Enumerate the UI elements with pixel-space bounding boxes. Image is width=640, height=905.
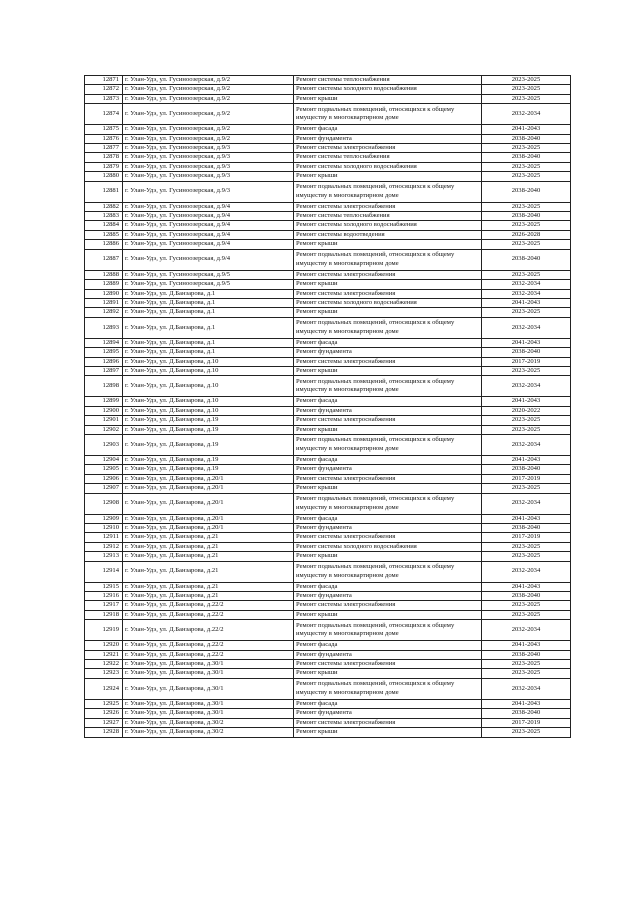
row-number-cell: 12915 [85,582,123,591]
row-number-cell: 12905 [85,465,123,474]
row-number-cell: 12916 [85,592,123,601]
work-type-cell: Ремонт крыши [294,366,482,375]
period-cell: 2038-2040 [482,465,571,474]
address-cell: г. Улан-Удэ, ул. Гусиноозерская, д.9/4 [123,202,294,211]
period-cell: 2023-2025 [482,76,571,85]
work-type-cell: Ремонт системы электроснабжения [294,144,482,153]
row-number-cell: 12887 [85,249,123,270]
period-cell: 2023-2025 [482,308,571,317]
row-number-cell: 12878 [85,153,123,162]
work-type-cell: Ремонт крыши [294,552,482,561]
row-number-cell: 12898 [85,376,123,397]
address-cell: г. Улан-Удэ, ул. Д.Банзарова, д.19 [123,425,294,434]
period-cell: 2023-2025 [482,240,571,249]
row-number-cell: 12895 [85,348,123,357]
period-cell: 2032-2034 [482,289,571,298]
period-cell: 2023-2025 [482,94,571,103]
table-row [85,76,571,85]
row-number-cell: 12879 [85,162,123,171]
table-row [85,221,571,230]
table-row [85,338,571,347]
period-cell: 2017-2019 [482,474,571,483]
address-cell: г. Улан-Удэ, ул. Гусиноозерская, д.9/2 [123,85,294,94]
row-number-cell: 12893 [85,317,123,338]
work-type-cell: Ремонт подвальных помещений, относящихся к общему имуществу в многоквартирном доме [294,249,482,270]
row-number-cell: 12922 [85,660,123,669]
work-type-cell: Ремонт системы электроснабжения [294,202,482,211]
work-type-cell: Ремонт подвальных помещений, относящихся к общему имуществу в многоквартирном доме [294,104,482,125]
table-row [85,425,571,434]
work-type-cell: Ремонт крыши [294,280,482,289]
row-number-cell: 12881 [85,181,123,202]
row-number-cell: 12897 [85,366,123,375]
period-cell: 2038-2040 [482,592,571,601]
address-cell: г. Улан-Удэ, ул. Д.Банзарова, д.1 [123,289,294,298]
row-number-cell: 12871 [85,76,123,85]
work-type-cell: Ремонт системы холодного водоснабжения [294,85,482,94]
address-cell: г. Улан-Удэ, ул. Д.Банзарова, д.21 [123,561,294,582]
row-number-cell: 12894 [85,338,123,347]
address-cell: г. Улан-Удэ, ул. Д.Банзарова, д.22/2 [123,601,294,610]
address-cell: г. Улан-Удэ, ул. Д.Банзарова, д.19 [123,416,294,425]
work-type-cell: Ремонт системы электроснабжения [294,660,482,669]
period-cell: 2020-2022 [482,406,571,415]
work-type-cell: Ремонт фасада [294,125,482,134]
table-row [85,709,571,718]
work-type-cell: Ремонт фасада [294,455,482,464]
address-cell: г. Улан-Удэ, ул. Д.Банзарова, д.19 [123,434,294,455]
table-row [85,134,571,143]
table-row [85,240,571,249]
table-row [85,524,571,533]
table-row [85,317,571,338]
table-row [85,104,571,125]
row-number-cell: 12896 [85,357,123,366]
work-type-cell: Ремонт крыши [294,610,482,619]
row-number-cell: 12903 [85,434,123,455]
table-row [85,484,571,493]
address-cell: г. Улан-Удэ, ул. Д.Банзарова, д.22/2 [123,650,294,659]
table-row [85,298,571,307]
address-cell: г. Улан-Удэ, ул. Гусиноозерская, д.9/2 [123,134,294,143]
row-number-cell: 12912 [85,542,123,551]
address-cell: г. Улан-Удэ, ул. Д.Банзарова, д.30/2 [123,728,294,737]
address-cell: г. Улан-Удэ, ул. Гусиноозерская, д.9/4 [123,230,294,239]
period-cell: 2041-2043 [482,125,571,134]
address-cell: г. Улан-Удэ, ул. Гусиноозерская, д.9/5 [123,280,294,289]
work-type-cell: Ремонт фундамента [294,465,482,474]
period-cell: 2032-2034 [482,493,571,514]
row-number-cell: 12882 [85,202,123,211]
table-row [85,561,571,582]
work-type-cell: Ремонт системы теплоснабжения [294,76,482,85]
table-row [85,85,571,94]
address-cell: г. Улан-Удэ, ул. Гусиноозерская, д.9/4 [123,249,294,270]
period-cell: 2032-2034 [482,678,571,699]
row-number-cell: 12920 [85,641,123,650]
period-cell: 2023-2025 [482,172,571,181]
work-type-cell: Ремонт системы теплоснабжения [294,153,482,162]
address-cell: г. Улан-Удэ, ул. Д.Банзарова, д.19 [123,455,294,464]
table-row [85,650,571,659]
period-cell: 2041-2043 [482,455,571,464]
table-row [85,660,571,669]
period-cell: 2041-2043 [482,298,571,307]
table-row [85,416,571,425]
row-number-cell: 12928 [85,728,123,737]
table-row [85,249,571,270]
period-cell: 2032-2034 [482,104,571,125]
period-cell: 2023-2025 [482,484,571,493]
period-cell: 2023-2025 [482,542,571,551]
work-type-cell: Ремонт фасада [294,582,482,591]
work-type-cell: Ремонт фасада [294,514,482,523]
work-type-cell: Ремонт крыши [294,484,482,493]
table-row [85,669,571,678]
work-type-cell: Ремонт подвальных помещений, относящихся к общему имуществу в многоквартирном доме [294,434,482,455]
period-cell: 2041-2043 [482,699,571,708]
period-cell: 2032-2034 [482,620,571,641]
period-cell: 2038-2040 [482,212,571,221]
table-row [85,592,571,601]
work-type-cell: Ремонт системы холодного водоснабжения [294,298,482,307]
period-cell: 2041-2043 [482,397,571,406]
period-cell: 2023-2025 [482,610,571,619]
address-cell: г. Улан-Удэ, ул. Д.Банзарова, д.1 [123,348,294,357]
address-cell: г. Улан-Удэ, ул. Гусиноозерская, д.9/5 [123,270,294,279]
row-number-cell: 12909 [85,514,123,523]
period-cell: 2026-2028 [482,230,571,239]
row-number-cell: 12874 [85,104,123,125]
work-type-cell: Ремонт подвальных помещений, относящихся к общему имуществу в многоквартирном доме [294,678,482,699]
table-row [85,357,571,366]
address-cell: г. Улан-Удэ, ул. Д.Банзарова, д.10 [123,376,294,397]
period-cell: 2017-2019 [482,357,571,366]
work-type-cell: Ремонт фундамента [294,592,482,601]
address-cell: г. Улан-Удэ, ул. Д.Банзарова, д.21 [123,542,294,551]
table-row [85,289,571,298]
row-number-cell: 12888 [85,270,123,279]
period-cell: 2041-2043 [482,514,571,523]
period-cell: 2023-2025 [482,162,571,171]
address-cell: г. Улан-Удэ, ул. Д.Банзарова, д.30/1 [123,678,294,699]
table-row [85,533,571,542]
address-cell: г. Улан-Удэ, ул. Д.Банзарова, д.20/1 [123,524,294,533]
address-cell: г. Улан-Удэ, ул. Гусиноозерская, д.9/4 [123,240,294,249]
row-number-cell: 12925 [85,699,123,708]
address-cell: г. Улан-Удэ, ул. Д.Банзарова, д.20/1 [123,474,294,483]
address-cell: г. Улан-Удэ, ул. Гусиноозерская, д.9/3 [123,153,294,162]
period-cell: 2023-2025 [482,221,571,230]
row-number-cell: 12891 [85,298,123,307]
address-cell: г. Улан-Удэ, ул. Гусиноозерская, д.9/2 [123,76,294,85]
table-row [85,144,571,153]
work-type-cell: Ремонт крыши [294,172,482,181]
document-page [84,75,570,738]
row-number-cell: 12902 [85,425,123,434]
period-cell: 2023-2025 [482,552,571,561]
period-cell: 2023-2025 [482,669,571,678]
table-row [85,514,571,523]
table-row [85,455,571,464]
work-type-cell: Ремонт фундамента [294,406,482,415]
period-cell: 2038-2040 [482,249,571,270]
row-number-cell: 12921 [85,650,123,659]
period-cell: 2023-2025 [482,601,571,610]
period-cell: 2041-2043 [482,582,571,591]
address-cell: г. Улан-Удэ, ул. Д.Банзарова, д.1 [123,308,294,317]
address-cell: г. Улан-Удэ, ул. Д.Банзарова, д.22/2 [123,641,294,650]
table-row [85,280,571,289]
work-type-cell: Ремонт крыши [294,728,482,737]
table-row [85,230,571,239]
address-cell: г. Улан-Удэ, ул. Д.Банзарова, д.20/1 [123,484,294,493]
table-row [85,125,571,134]
row-number-cell: 12880 [85,172,123,181]
work-type-cell: Ремонт системы электроснабжения [294,416,482,425]
work-type-cell: Ремонт крыши [294,669,482,678]
period-cell: 2023-2025 [482,425,571,434]
address-cell: г. Улан-Удэ, ул. Д.Банзарова, д.22/2 [123,610,294,619]
table-row [85,434,571,455]
table-row [85,542,571,551]
table-row [85,202,571,211]
period-cell: 2038-2040 [482,181,571,202]
row-number-cell: 12917 [85,601,123,610]
row-number-cell: 12926 [85,709,123,718]
table-row [85,465,571,474]
address-cell: г. Улан-Удэ, ул. Гусиноозерская, д.9/4 [123,221,294,230]
work-type-cell: Ремонт фасада [294,699,482,708]
table-row [85,94,571,103]
table-row [85,601,571,610]
table-row [85,699,571,708]
work-type-cell: Ремонт системы электроснабжения [294,474,482,483]
address-cell: г. Улан-Удэ, ул. Гусиноозерская, д.9/3 [123,144,294,153]
table-row [85,348,571,357]
period-cell: 2032-2034 [482,434,571,455]
work-type-cell: Ремонт системы электроснабжения [294,270,482,279]
row-number-cell: 12875 [85,125,123,134]
table-row [85,552,571,561]
work-type-cell: Ремонт фундамента [294,348,482,357]
work-type-cell: Ремонт подвальных помещений, относящихся к общему имуществу в многоквартирном доме [294,181,482,202]
work-type-cell: Ремонт системы электроснабжения [294,533,482,542]
row-number-cell: 12877 [85,144,123,153]
address-cell: г. Улан-Удэ, ул. Гусиноозерская, д.9/3 [123,172,294,181]
table-row [85,172,571,181]
row-number-cell: 12890 [85,289,123,298]
work-type-cell: Ремонт системы теплоснабжения [294,212,482,221]
period-cell: 2023-2025 [482,660,571,669]
row-number-cell: 12910 [85,524,123,533]
work-type-cell: Ремонт фундамента [294,709,482,718]
work-type-cell: Ремонт фасада [294,338,482,347]
row-number-cell: 12924 [85,678,123,699]
address-cell: г. Улан-Удэ, ул. Д.Банзарова, д.10 [123,406,294,415]
table-row [85,376,571,397]
address-cell: г. Улан-Удэ, ул. Д.Банзарова, д.30/1 [123,709,294,718]
repair-schedule-table [84,75,571,738]
address-cell: г. Улан-Удэ, ул. Гусиноозерская, д.9/2 [123,125,294,134]
work-type-cell: Ремонт фасада [294,641,482,650]
row-number-cell: 12899 [85,397,123,406]
table-row [85,270,571,279]
address-cell: г. Улан-Удэ, ул. Д.Банзарова, д.30/1 [123,699,294,708]
row-number-cell: 12918 [85,610,123,619]
table-body [85,76,571,738]
period-cell: 2023-2025 [482,416,571,425]
period-cell: 2023-2025 [482,85,571,94]
work-type-cell: Ремонт системы холодного водоснабжения [294,221,482,230]
work-type-cell: Ремонт подвальных помещений, относящихся к общему имуществу в многоквартирном доме [294,376,482,397]
table-row [85,162,571,171]
table-row [85,718,571,727]
period-cell: 2017-2019 [482,533,571,542]
address-cell: г. Улан-Удэ, ул. Д.Банзарова, д.19 [123,465,294,474]
work-type-cell: Ремонт системы электроснабжения [294,289,482,298]
period-cell: 2023-2025 [482,144,571,153]
table-row [85,181,571,202]
period-cell: 2038-2040 [482,524,571,533]
row-number-cell: 12919 [85,620,123,641]
work-type-cell: Ремонт системы водоотведения [294,230,482,239]
address-cell: г. Улан-Удэ, ул. Д.Банзарова, д.30/2 [123,718,294,727]
address-cell: г. Улан-Удэ, ул. Д.Банзарова, д.30/1 [123,669,294,678]
row-number-cell: 12906 [85,474,123,483]
work-type-cell: Ремонт подвальных помещений, относящихся к общему имуществу в многоквартирном доме [294,620,482,641]
table-row [85,493,571,514]
address-cell: г. Улан-Удэ, ул. Д.Банзарова, д.30/1 [123,660,294,669]
period-cell: 2038-2040 [482,134,571,143]
work-type-cell: Ремонт подвальных помещений, относящихся к общему имуществу в многоквартирном доме [294,317,482,338]
period-cell: 2023-2025 [482,202,571,211]
row-number-cell: 12907 [85,484,123,493]
row-number-cell: 12883 [85,212,123,221]
address-cell: г. Улан-Удэ, ул. Д.Банзарова, д.20/1 [123,514,294,523]
work-type-cell: Ремонт подвальных помещений, относящихся к общему имуществу в многоквартирном доме [294,493,482,514]
table-row [85,641,571,650]
row-number-cell: 12884 [85,221,123,230]
address-cell: г. Улан-Удэ, ул. Д.Банзарова, д.1 [123,298,294,307]
table-row [85,308,571,317]
work-type-cell: Ремонт фундамента [294,134,482,143]
work-type-cell: Ремонт крыши [294,308,482,317]
row-number-cell: 12900 [85,406,123,415]
table-row [85,366,571,375]
table-row [85,678,571,699]
period-cell: 2038-2040 [482,348,571,357]
table-row [85,474,571,483]
address-cell: г. Улан-Удэ, ул. Гусиноозерская, д.9/3 [123,181,294,202]
work-type-cell: Ремонт крыши [294,425,482,434]
work-type-cell: Ремонт системы холодного водоснабжения [294,542,482,551]
period-cell: 2032-2034 [482,280,571,289]
row-number-cell: 12913 [85,552,123,561]
address-cell: г. Улан-Удэ, ул. Д.Банзарова, д.21 [123,592,294,601]
address-cell: г. Улан-Удэ, ул. Д.Банзарова, д.10 [123,357,294,366]
row-number-cell: 12873 [85,94,123,103]
address-cell: г. Улан-Удэ, ул. Д.Банзарова, д.1 [123,317,294,338]
address-cell: г. Улан-Удэ, ул. Гусиноозерская, д.9/2 [123,104,294,125]
period-cell: 2038-2040 [482,650,571,659]
period-cell: 2041-2043 [482,338,571,347]
row-number-cell: 12886 [85,240,123,249]
address-cell: г. Улан-Удэ, ул. Д.Банзарова, д.21 [123,552,294,561]
period-cell: 2032-2034 [482,376,571,397]
work-type-cell: Ремонт системы электроснабжения [294,357,482,366]
row-number-cell: 12927 [85,718,123,727]
row-number-cell: 12923 [85,669,123,678]
work-type-cell: Ремонт системы холодного водоснабжения [294,162,482,171]
period-cell: 2041-2043 [482,641,571,650]
table-row [85,212,571,221]
table-row [85,728,571,737]
work-type-cell: Ремонт крыши [294,240,482,249]
work-type-cell: Ремонт фасада [294,397,482,406]
row-number-cell: 12904 [85,455,123,464]
row-number-cell: 12914 [85,561,123,582]
work-type-cell: Ремонт системы электроснабжения [294,718,482,727]
work-type-cell: Ремонт подвальных помещений, относящихся к общему имуществу в многоквартирном доме [294,561,482,582]
period-cell: 2023-2025 [482,366,571,375]
table-row [85,397,571,406]
row-number-cell: 12892 [85,308,123,317]
address-cell: г. Улан-Удэ, ул. Гусиноозерская, д.9/2 [123,94,294,103]
row-number-cell: 12908 [85,493,123,514]
row-number-cell: 12885 [85,230,123,239]
address-cell: г. Улан-Удэ, ул. Д.Банзарова, д.21 [123,533,294,542]
period-cell: 2023-2025 [482,270,571,279]
period-cell: 2038-2040 [482,153,571,162]
row-number-cell: 12901 [85,416,123,425]
table-row [85,406,571,415]
table-row [85,620,571,641]
table-row [85,153,571,162]
table-row [85,610,571,619]
address-cell: г. Улан-Удэ, ул. Гусиноозерская, д.9/4 [123,212,294,221]
row-number-cell: 12911 [85,533,123,542]
address-cell: г. Улан-Удэ, ул. Д.Банзарова, д.10 [123,397,294,406]
row-number-cell: 12889 [85,280,123,289]
address-cell: г. Улан-Удэ, ул. Д.Банзарова, д.20/1 [123,493,294,514]
period-cell: 2032-2034 [482,317,571,338]
work-type-cell: Ремонт крыши [294,94,482,103]
address-cell: г. Улан-Удэ, ул. Д.Банзарова, д.1 [123,338,294,347]
period-cell: 2017-2019 [482,718,571,727]
row-number-cell: 12876 [85,134,123,143]
period-cell: 2038-2040 [482,709,571,718]
row-number-cell: 12872 [85,85,123,94]
address-cell: г. Улан-Удэ, ул. Д.Банзарова, д.22/2 [123,620,294,641]
address-cell: г. Улан-Удэ, ул. Д.Банзарова, д.21 [123,582,294,591]
address-cell: г. Улан-Удэ, ул. Гусиноозерская, д.9/3 [123,162,294,171]
period-cell: 2023-2025 [482,728,571,737]
work-type-cell: Ремонт фундамента [294,650,482,659]
address-cell: г. Улан-Удэ, ул. Д.Банзарова, д.10 [123,366,294,375]
work-type-cell: Ремонт фундамента [294,524,482,533]
table-row [85,582,571,591]
period-cell: 2032-2034 [482,561,571,582]
work-type-cell: Ремонт системы электроснабжения [294,601,482,610]
